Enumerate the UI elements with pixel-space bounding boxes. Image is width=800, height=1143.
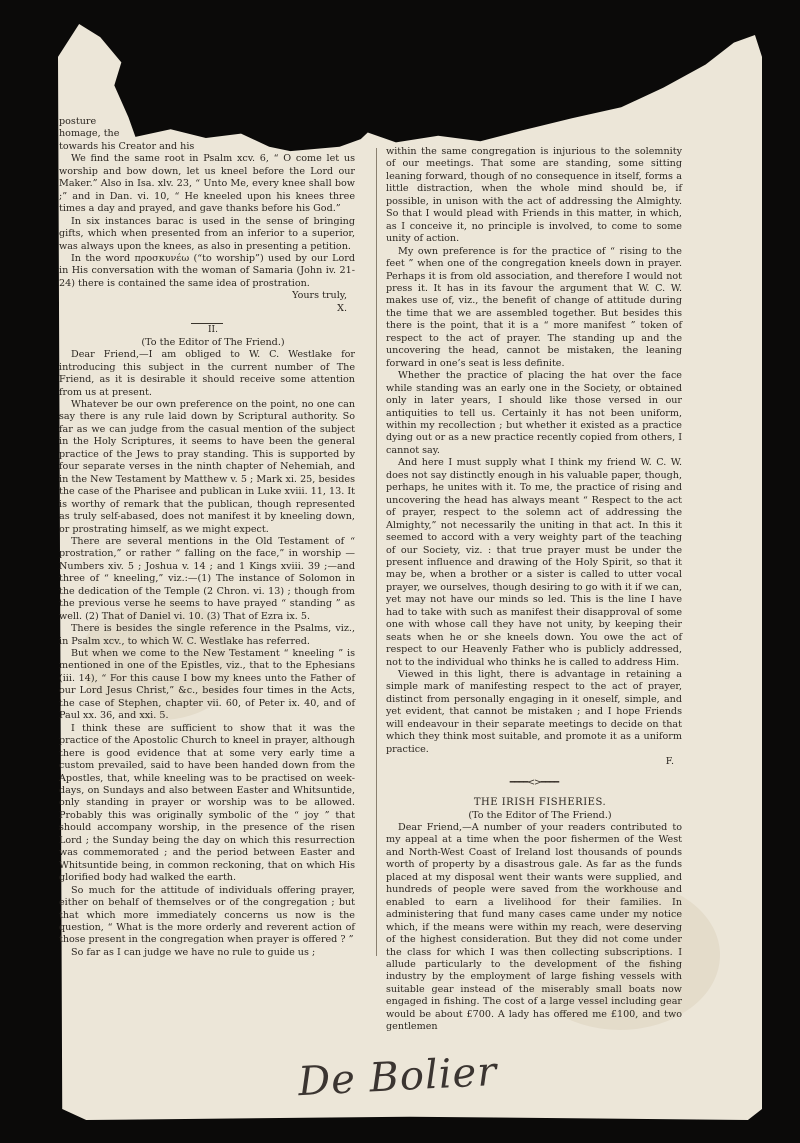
paragraph: So much for the attitude of individuals offering prayer, either on behalf of themselves or of the congregation ; but that which more immediately concerns us now is the question, “ What is the more orderly and reverent action of those present in the congregation when prayer is offered ? ” (59, 884, 355, 946)
ornament-divider: ━━━━<>━━━━ (509, 777, 559, 788)
section-title: THE IRISH FISHERIES. (473, 797, 607, 809)
section-number: II. (208, 325, 218, 336)
paragraph: Whether the practice of placing the hat over the face while standing was an early one in the Society, or obtained only in later years, I should like those versed in our antiquities to tell us. Certainly it has not been uniform, within my recollection ; but whether it existed as a practice dying out or as a new practice recently copied from others, I cannot say. (386, 370, 682, 456)
signature: X. (337, 302, 347, 314)
paragraph: Whatever be our own preference on the point, no one can say there is any rule laid down by Scriptural authority. So far as we can judge from the casual mention of the subject in the Holy Scriptures, it seems to have been the general practice of the Jews to pray standing. This is supported by four separate verses in the ninth chapter of Nehemiah, and in the New Testament by Matthew v. 5 ; Mark xi. 25, besides the case of the Pharisee and publican in Luke xviii. 11, 13. It is worthy of remark that the publican, though represented as truly self-abased, does not manifest it by kneeling down, or prostrating himself, as we might expect. (59, 398, 355, 535)
paragraph: We find the same root in Psalm xcv. 6, “ O come let us worship and bow down, let us kneel before the Lord our Maker.” Also in Isa. xlv. 23, “ Unto Me, every knee shall bow ;” and in Dan. vi. 10, “ He kneeled upon his knees three times a day and prayed, and gave thanks before his God.” (59, 153, 355, 215)
text-fragment: posture (59, 116, 97, 127)
right-column (386, 146, 682, 1034)
text-fragment: towards his Creator and his (59, 140, 195, 152)
signature: F. (665, 756, 674, 768)
paragraph: Dear Friend,—A number of your readers contributed to my appeal at a time when the poor fishermen of the West and North-West Coast of Ireland lost thousands of pounds worth of property by a disastrous gale. As far as the funds placed at my disposal went their wants were supplied, and hundreds of people were saved from the workhouse and enabled to earn a livelihood for their families. In administering that fund many cases came under my notice which, if the means were within my reach, were deserving of the highest consideration. But they did not come under the class for which I was then collecting subscriptions. I allude particularly to the development of the fishing industry by the employment of large fishing vessels with suitable gear instead of the miserably small boats now engaged in fishing. The cost of a large vessel including gear would be about £700. A lady has offered me £100, and two gentlemen (386, 822, 682, 1033)
paragraph: There is besides the single reference in the Psalms, viz., in Psalm xcv., to which W. C. Westlake has referred. (59, 623, 355, 647)
editor-line: (To the Editor of The Friend.) (468, 809, 612, 821)
left-column (59, 116, 355, 959)
paragraph: But when we come to the New Testament “ kneeling ” is mentioned in one of the Epistles, viz., that to the Ephesians (iii. 14), “ For this cause I bow my knees unto the Father of our Lord Jesus Christ,” &c., besides four times in the Acts, the case of Stephen, chapter vii. 60, of Peter ix. 40, and of Paul xx. 36, and xxi. 5. (59, 648, 355, 722)
paragraph: within the same congregation is injurious to the solemnity of our meetings. That some are standing, some sitting leaning forward, though of no consequence in itself, forms a little distraction, when the whole mind should be, if possible, in unison with the act of addressing the Almighty. So that I would plead with Friends in this matter, in which, as I conceive it, no principle is involved, to come to some unity of action. (386, 146, 682, 245)
paragraph: In the word προσκυνέω (“to worship”) used by our Lord in His conversation with the woman of Samaria (John iv. 21-24) there is contained the same idea of prostration. (59, 252, 355, 289)
paragraph: So far as I can judge we have no rule to guide us ; (71, 946, 316, 958)
paragraph: Viewed in this light, there is advantage in retaining a simple mark of manifesting respect to the act of prayer, distinct from personally engaging in it oneself, simple, and yet evident, that cannot be mistaken ; and I hope Friends will endeavour in their separate meetings to decide on that which they think most suitable, and promote it as a uniform practice. (386, 669, 682, 755)
handwritten-signature: De Bolier (296, 1048, 499, 1106)
paragraph: I think these are sufficient to show that it was the practice of the Apostolic Church to kneel in prayer, although there is good evidence that at some very early time a custom prevailed, said to have been handed down from the Apostles, that, while kneeling was to be practised on week-days, on Sundays and also between Easter and Whitsuntide, only standing in prayer or worship was to be allowed. Probably this was originally symbolic of the “ joy ” that should accompany worship, in the presence of the risen Lord ; the Sunday being the day on which this resurrection was commemorated ; and the period between Easter and Whitsuntide being, in common reckoning, that on which His glorified body had walked the earth. (59, 722, 355, 884)
paragraph: In six instances barac is used in the sense of bringing gifts, which when presented from an inferior to a superior, was always upon the knees, as also in presenting a petition. (59, 215, 355, 252)
editor-line: (To the Editor of The Friend.) (141, 336, 285, 348)
column-divider (376, 148, 377, 956)
paragraph: My own preference is for the practice of “ rising to the feet ” when one of the congregation kneels down in prayer. Perhaps it is from old association, and therefore I would not press it. It has in its favour the argument that W. C. W. makes use of, viz., the benefit of change of attitude during the time that we are assembled together. But besides this there is the point, that it is a “ more manifest ” token of respect to the act of prayer. The standing up and the uncovering the head, cannot be mistaken, the leaning forward in one’s seat is less definite. (386, 245, 682, 369)
paragraph: There are several mentions in the Old Testament of “ prostration,” or rather “ falling on the face,” in worship —Numbers xiv. 5 ; Joshua v. 14 ; and 1 Kings xviii. 39 ;—and three of “ kneeling,” viz.:—(1) The instance of Solomon in the dedication of the Temple (2 Chron. vi. 13) ; though from the previous verse he seems to have prayed “ standing ” as well. (2) That of Daniel vi. 10. (3) That of Ezra ix. 5. (59, 535, 355, 622)
paragraph: Dear Friend,—I am obliged to W. C. Westlake for introducing this subject in the current number of The Friend, as it is desirable it should receive some attention from us at present. (59, 349, 355, 398)
closing: Yours truly, (292, 290, 347, 302)
text-fragment: homage, the (59, 128, 120, 140)
paragraph: And here I must supply what I think my friend W. C. W. does not say distinctly enough in his valuable paper, though, perhaps, he unites with it. To me, the practice of rising and uncovering the head has always meant “ Respect to the act of prayer, respect to the solemn act of addressing the Almighty,” not necessarily the uniting in that act. In this it seemed to accord with a very weighty part of the teaching of our Society, viz. : that true prayer must be under the present influence and drawing of the Holy Spirit, so that it may be, when a brother or a sister is called to utter vocal prayer, we ourselves, though desiring to go with it if we can, yet may not have our minds so led. This is the line I have had to take with such as manifest their disapproval of some one with whose call they have not unity, by keeping their seats when he or she kneels down. You owe the act of respect to our Heavenly Father who is publicly addressed, not to the individual who thinks he is called to address Him. (386, 457, 682, 668)
